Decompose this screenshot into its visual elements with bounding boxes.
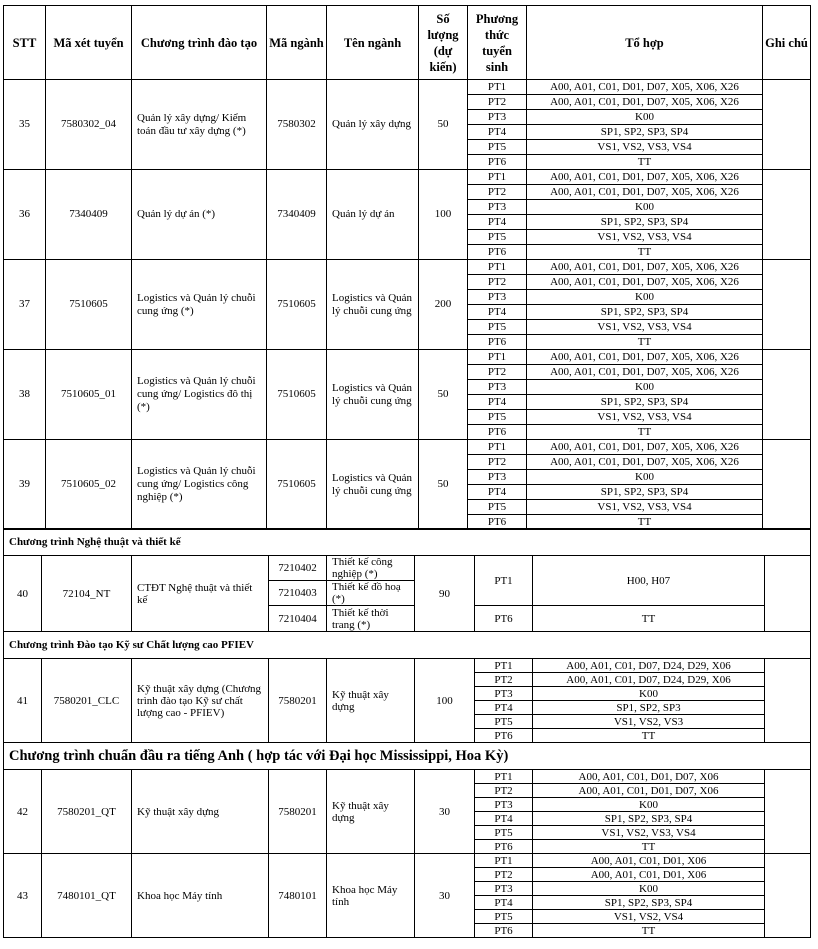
ghi-chu-cell [763, 80, 811, 170]
pt-cell: PT1 [468, 80, 527, 95]
to-hop-cell: K00 [533, 882, 765, 896]
to-hop-cell: SP1, SP2, SP3, SP4 [527, 395, 763, 410]
pt-cell: PT5 [468, 320, 527, 335]
ma-xet-tuyen-cell: 7510605_02 [46, 440, 132, 530]
to-hop-cell: TT [527, 335, 763, 350]
col-header-ma-nganh: Mã ngành [267, 6, 327, 80]
pt-cell: PT2 [468, 455, 527, 470]
to-hop-cell: A00, A01, C01, D07, D24, D29, X06 [533, 673, 765, 687]
ma-nganh-cell: 7580302 [267, 80, 327, 170]
pt-cell: PT4 [468, 395, 527, 410]
pt-cell: PT3 [475, 687, 533, 701]
pt-cell: PT1 [475, 556, 533, 606]
pt-cell: PT4 [468, 305, 527, 320]
pt-cell: PT6 [475, 606, 533, 632]
pt-cell: PT1 [468, 440, 527, 455]
ten-nganh-cell: Thiết kế đồ hoạ (*) [327, 581, 415, 606]
ma-xet-tuyen-cell: 7510605 [46, 260, 132, 350]
pt-cell: PT6 [468, 425, 527, 440]
ten-nganh-cell: Kỹ thuật xây dựng [327, 659, 415, 743]
pt-cell: PT3 [468, 290, 527, 305]
ghi-chu-cell [763, 260, 811, 350]
ma-xet-tuyen-cell: 7580201_QT [42, 770, 132, 854]
chuong-trinh-cell: Logistics và Quản lý chuỗi cung ứng/ Logistics đô thị (*) [132, 350, 267, 440]
ma-nganh-cell: 7480101 [269, 854, 327, 938]
to-hop-cell: A00, A01, C01, D01, X06 [533, 854, 765, 868]
pt-cell: PT4 [475, 812, 533, 826]
pt-cell: PT2 [468, 365, 527, 380]
ghi-chu-cell [763, 170, 811, 260]
stt-cell: 42 [4, 770, 42, 854]
table-row [4, 260, 811, 275]
so-luong-cell: 30 [415, 854, 475, 938]
ma-xet-tuyen-cell: 7580201_CLC [42, 659, 132, 743]
pt-cell: PT2 [468, 185, 527, 200]
admissions-table-main [3, 5, 811, 530]
to-hop-cell: VS1, VS2, VS3, VS4 [527, 140, 763, 155]
to-hop-cell: A00, A01, C01, D01, D07, X05, X06, X26 [527, 95, 763, 110]
to-hop-cell: TT [533, 840, 765, 854]
to-hop-cell: K00 [533, 798, 765, 812]
to-hop-cell: K00 [527, 200, 763, 215]
so-luong-cell: 200 [419, 260, 468, 350]
stt-cell: 41 [4, 659, 42, 743]
to-hop-cell: A00, A01, C01, D01, D07, X05, X06, X26 [527, 350, 763, 365]
stt-cell: 39 [4, 440, 46, 530]
ma-nganh-cell: 7210404 [269, 606, 327, 632]
pt-cell: PT2 [475, 868, 533, 882]
col-header-phuong-thuc: Phương thức tuyển sinh [468, 6, 527, 80]
ghi-chu-cell [763, 350, 811, 440]
table-row [4, 854, 811, 868]
ma-nganh-cell: 7510605 [267, 260, 327, 350]
chuong-trinh-cell: Kỹ thuật xây dựng (Chương trình đào tạo Kỹ sư chất lượng cao - PFIEV) [132, 659, 269, 743]
ma-xet-tuyen-cell: 7580302_04 [46, 80, 132, 170]
pt-cell: PT1 [468, 170, 527, 185]
pt-cell: PT5 [475, 910, 533, 924]
col-header-ghi-chu: Ghi chú [763, 6, 811, 80]
ghi-chu-cell [765, 854, 811, 938]
to-hop-cell: VS1, VS2, VS3 [533, 715, 765, 729]
to-hop-cell: SP1, SP2, SP3, SP4 [533, 896, 765, 910]
ma-nganh-cell: 7340409 [267, 170, 327, 260]
to-hop-cell: SP1, SP2, SP3, SP4 [527, 125, 763, 140]
ghi-chu-cell [763, 440, 811, 530]
pt-cell: PT5 [475, 826, 533, 840]
pt-cell: PT1 [468, 350, 527, 365]
col-header-to-hop: Tổ hợp [527, 6, 763, 80]
stt-cell: 35 [4, 80, 46, 170]
to-hop-cell: K00 [527, 380, 763, 395]
col-header-ma-xet-tuyen: Mã xét tuyển [46, 6, 132, 80]
to-hop-cell: A00, A01, C01, D01, D07, X05, X06, X26 [527, 170, 763, 185]
pt-cell: PT4 [475, 896, 533, 910]
ten-nganh-cell: Logistics và Quản lý chuỗi cung ứng [327, 350, 419, 440]
to-hop-cell: A00, A01, C01, D01, D07, X05, X06, X26 [527, 440, 763, 455]
pt-cell: PT4 [468, 215, 527, 230]
to-hop-cell: VS1, VS2, VS3, VS4 [527, 320, 763, 335]
pt-cell: PT1 [475, 770, 533, 784]
pt-cell: PT4 [468, 485, 527, 500]
pt-cell: PT4 [468, 125, 527, 140]
ma-nganh-cell: 7510605 [267, 350, 327, 440]
stt-cell: 36 [4, 170, 46, 260]
ghi-chu-cell [765, 556, 811, 632]
so-luong-cell: 50 [419, 350, 468, 440]
pt-cell: PT5 [468, 230, 527, 245]
so-luong-cell: 50 [419, 440, 468, 530]
pt-cell: PT1 [475, 659, 533, 673]
ten-nganh-cell: Logistics và Quản lý chuỗi cung ứng [327, 260, 419, 350]
to-hop-cell: A00, A01, C01, D01, D07, X05, X06, X26 [527, 260, 763, 275]
to-hop-cell: VS1, VS2, VS3, VS4 [527, 410, 763, 425]
pt-cell: PT6 [475, 729, 533, 743]
so-luong-cell: 30 [415, 770, 475, 854]
pt-cell: PT1 [468, 260, 527, 275]
to-hop-cell: SP1, SP2, SP3, SP4 [527, 215, 763, 230]
ten-nganh-cell: Thiết kế thời trang (*) [327, 606, 415, 632]
pt-cell: PT1 [475, 854, 533, 868]
pt-cell: PT3 [475, 882, 533, 896]
pt-cell: PT2 [475, 673, 533, 687]
so-luong-cell: 100 [419, 170, 468, 260]
to-hop-cell: K00 [527, 290, 763, 305]
stt-cell: 38 [4, 350, 46, 440]
chuong-trinh-cell: CTĐT Nghệ thuật và thiết kế [132, 556, 269, 632]
table-row [4, 170, 811, 185]
col-header-stt: STT [4, 6, 46, 80]
col-header-ten-nganh: Tên ngành [327, 6, 419, 80]
col-header-so-luong: Số lượng (dự kiến) [419, 6, 468, 80]
stt-cell: 40 [4, 556, 42, 632]
pt-cell: PT3 [468, 200, 527, 215]
pt-cell: PT3 [475, 798, 533, 812]
pt-cell: PT3 [468, 110, 527, 125]
to-hop-cell: TT [527, 155, 763, 170]
ma-nganh-cell: 7210403 [269, 581, 327, 606]
section-header-row [4, 632, 811, 659]
to-hop-cell: A00, A01, C01, D01, D07, X05, X06, X26 [527, 455, 763, 470]
ghi-chu-cell [765, 659, 811, 743]
table-row [4, 440, 811, 455]
section-title-english: Chương trình chuẩn đầu ra tiếng Anh ( hợp tác với Đại học Mississippi, Hoa Kỳ) [4, 743, 811, 770]
ma-nganh-cell: 7210402 [269, 556, 327, 581]
ma-nganh-cell: 7580201 [269, 770, 327, 854]
pt-cell: PT6 [475, 840, 533, 854]
pt-cell: PT5 [468, 500, 527, 515]
ma-xet-tuyen-cell: 72104_NT [42, 556, 132, 632]
ma-xet-tuyen-cell: 7340409 [46, 170, 132, 260]
pt-cell: PT5 [468, 410, 527, 425]
art-design-section [3, 528, 811, 632]
to-hop-cell: VS1, VS2, VS3, VS4 [527, 230, 763, 245]
ten-nganh-cell: Thiết kế công nghiệp (*) [327, 556, 415, 581]
ma-nganh-cell: 7580201 [269, 659, 327, 743]
pt-cell: PT3 [468, 470, 527, 485]
chuong-trinh-cell: Quản lý dự án (*) [132, 170, 267, 260]
to-hop-cell: A00, A01, C01, D01, X06 [533, 868, 765, 882]
to-hop-cell: SP1, SP2, SP3, SP4 [533, 812, 765, 826]
ghi-chu-cell [765, 770, 811, 854]
to-hop-cell: TT [533, 924, 765, 938]
chuong-trinh-cell: Kỹ thuật xây dựng [132, 770, 269, 854]
section-title-art: Chương trình Nghệ thuật và thiết kế [4, 529, 811, 556]
pt-cell: PT5 [475, 715, 533, 729]
pt-cell: PT2 [475, 784, 533, 798]
to-hop-cell: VS1, VS2, VS4 [533, 910, 765, 924]
table-row [4, 350, 811, 365]
to-hop-cell: A00, A01, C01, D01, D07, X05, X06, X26 [527, 185, 763, 200]
pt-cell: PT6 [468, 515, 527, 530]
to-hop-cell: TT [533, 606, 765, 632]
so-luong-cell: 90 [415, 556, 475, 632]
to-hop-cell: SP1, SP2, SP3 [533, 701, 765, 715]
col-header-chuong-trinh: Chương trình đào tạo [132, 6, 267, 80]
table-row [4, 80, 811, 95]
to-hop-cell: K00 [527, 110, 763, 125]
header-row [4, 6, 811, 80]
to-hop-cell: SP1, SP2, SP3, SP4 [527, 485, 763, 500]
ten-nganh-cell: Quản lý dự án [327, 170, 419, 260]
to-hop-cell: TT [533, 729, 765, 743]
chuong-trinh-cell: Khoa học Máy tính [132, 854, 269, 938]
to-hop-cell: TT [527, 425, 763, 440]
stt-cell: 43 [4, 854, 42, 938]
to-hop-cell: VS1, VS2, VS3, VS4 [533, 826, 765, 840]
so-luong-cell: 100 [415, 659, 475, 743]
to-hop-cell: A00, A01, C01, D01, D07, X05, X06, X26 [527, 275, 763, 290]
ten-nganh-cell: Logistics và Quản lý chuỗi cung ứng [327, 440, 419, 530]
ma-xet-tuyen-cell: 7480101_QT [42, 854, 132, 938]
chuong-trinh-cell: Logistics và Quản lý chuỗi cung ứng/ Logistics công nghiệp (*) [132, 440, 267, 530]
section-header-row [4, 743, 811, 770]
ten-nganh-cell: Khoa học Máy tính [327, 854, 415, 938]
to-hop-cell: H00, H07 [533, 556, 765, 606]
pt-cell: PT6 [468, 335, 527, 350]
to-hop-cell: A00, A01, C01, D07, D24, D29, X06 [533, 659, 765, 673]
to-hop-cell: TT [527, 515, 763, 530]
stt-cell: 37 [4, 260, 46, 350]
ten-nganh-cell: Quản lý xây dựng [327, 80, 419, 170]
pt-cell: PT6 [475, 924, 533, 938]
to-hop-cell: A00, A01, C01, D01, D07, X06 [533, 784, 765, 798]
to-hop-cell: K00 [527, 470, 763, 485]
ma-nganh-cell: 7510605 [267, 440, 327, 530]
pt-cell: PT3 [468, 380, 527, 395]
table-row [4, 770, 811, 784]
to-hop-cell: A00, A01, C01, D01, D07, X06 [533, 770, 765, 784]
to-hop-cell: VS1, VS2, VS3, VS4 [527, 500, 763, 515]
table-row [4, 659, 811, 673]
to-hop-cell: K00 [533, 687, 765, 701]
pfiev-english-sections [3, 631, 811, 938]
chuong-trinh-cell: Quản lý xây dựng/ Kiểm toán đầu tư xây dựng (*) [132, 80, 267, 170]
pt-cell: PT5 [468, 140, 527, 155]
pt-cell: PT6 [468, 155, 527, 170]
ten-nganh-cell: Kỹ thuật xây dựng [327, 770, 415, 854]
to-hop-cell: TT [527, 245, 763, 260]
pt-cell: PT2 [468, 275, 527, 290]
pt-cell: PT4 [475, 701, 533, 715]
to-hop-cell: A00, A01, C01, D01, D07, X05, X06, X26 [527, 80, 763, 95]
so-luong-cell: 50 [419, 80, 468, 170]
pt-cell: PT2 [468, 95, 527, 110]
pt-cell: PT6 [468, 245, 527, 260]
chuong-trinh-cell: Logistics và Quản lý chuỗi cung ứng (*) [132, 260, 267, 350]
section-title-pfiev: Chương trình Đào tạo Kỹ sư Chất lượng cao PFIEV [4, 632, 811, 659]
ma-xet-tuyen-cell: 7510605_01 [46, 350, 132, 440]
to-hop-cell: SP1, SP2, SP3, SP4 [527, 305, 763, 320]
to-hop-cell: A00, A01, C01, D01, D07, X05, X06, X26 [527, 365, 763, 380]
